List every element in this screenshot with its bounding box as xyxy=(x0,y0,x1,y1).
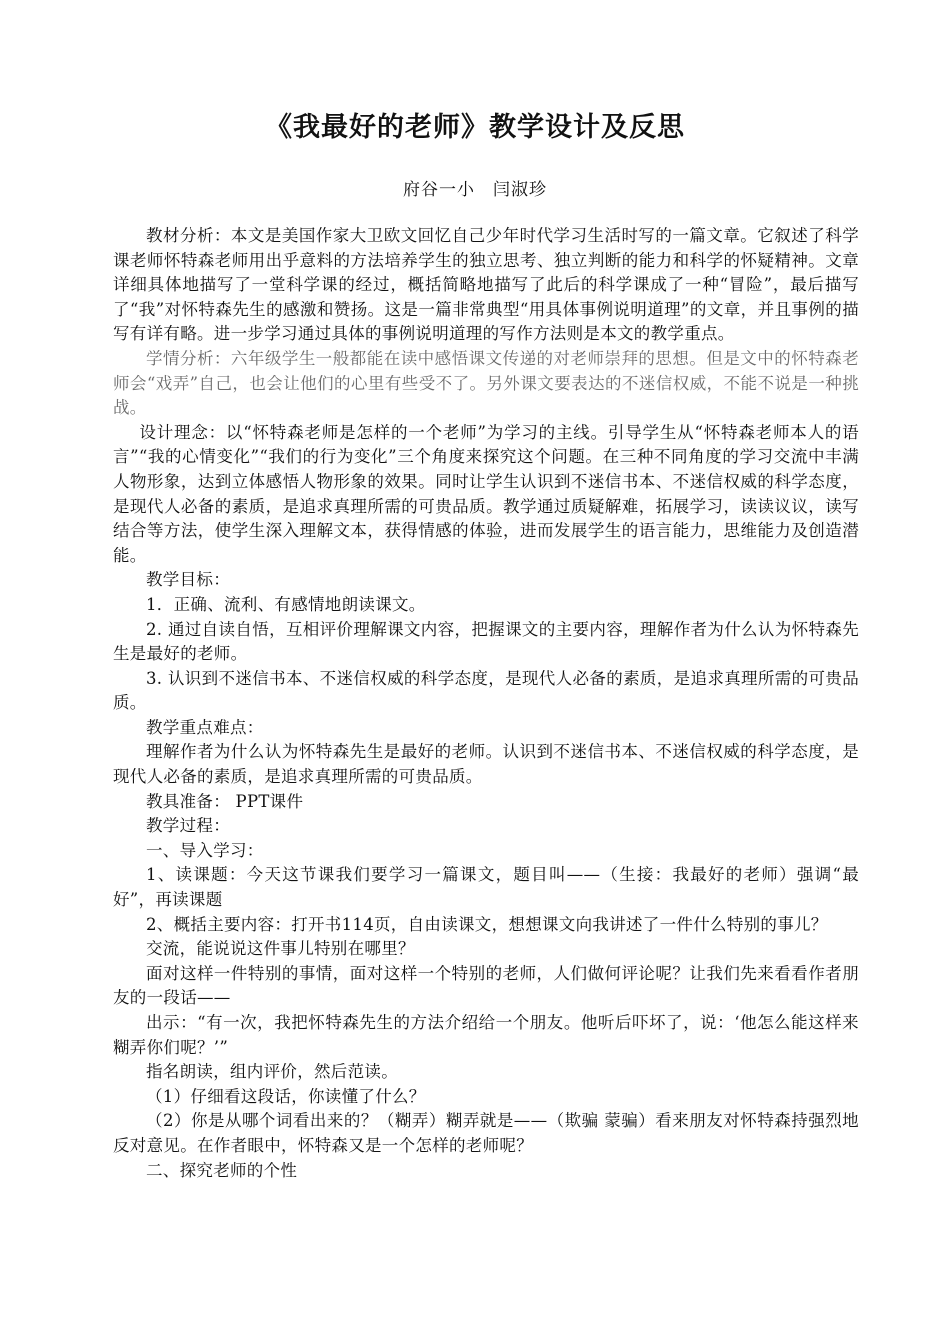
paragraph-show-quote: 出示：“有一次，我把怀特森先生的方法介绍给一个朋友。他听后吓坏了，说：‘他怎么能这样来糊弄你们呢？’” xyxy=(113,1013,859,1057)
goal-item-3: 3. 认识到不迷信书本、不迷信权威的科学态度，是现代人必备的素质，是追求真理所需的可贵品质。 xyxy=(113,668,859,713)
heading-section-1: 一、导入学习： xyxy=(146,840,264,860)
paragraph-reading: 指名朗读，组内评价，然后范读。 xyxy=(146,1062,398,1082)
paragraph-comment: 面对这样一件特别的事情，面对这样一个特别的老师，人们做何评论呢？让我们先来看看作者朋友的一段话—— xyxy=(113,963,859,1008)
question-2: （2）你是从哪个词看出来的？（糊弄）糊弄就是——（欺骗 蒙骗）看来朋友对怀特森持强烈地反对意见。在作者眼中，怀特森又是一个怎样的老师呢？ xyxy=(113,1111,859,1155)
paragraph-student-analysis: 学情分析：六年级学生一般都能在读中感悟课文传递的对老师崇拜的思想。但是文中的怀特森老师会“戏弄”自己，也会让他们的心里有些受不了。另外课文要表达的不迷信权威，不能不说是一种挑战。 xyxy=(113,348,859,418)
heading-teaching-process: 教学过程： xyxy=(146,816,230,836)
paragraph-discussion: 交流，能说说这件事儿特别在哪里？ xyxy=(146,939,415,959)
document-title: 《我最好的老师》教学设计及反思 xyxy=(265,112,685,143)
paragraph-design-concept: 设计理念：以“怀特森老师是怎样的一个老师”为学习的主线。引导学生从“怀特森老师本人的语言”“我的心情变化”“我们的行为变化”三个角度来探究这个问题。在三种不同角度的学习交流中丰满人物形象，达到立体感悟人物形象的效果。同时让学生认识到不迷信书本、不迷信权威的科学态度，是现代人必备的素质，是追求真理所需的可贵品质。教学通过质疑解难，拓展学习，读读议议，读写结合等方法，使学生深入理解文本，获得情感的体验，进而发展学生的语言能力，思维能力及创造潜能。 xyxy=(113,422,859,565)
paragraph-teaching-aids: 教具准备： PPT课件 xyxy=(146,791,304,811)
question-1: （1）仔细看这段话，你读懂了什么？ xyxy=(146,1086,426,1106)
step-summarize: 2、概括主要内容：打开书114页，自由读课文，想想课文向我讲述了一件什么特别的事儿？ xyxy=(146,914,828,934)
paragraph-key-points: 理解作者为什么认为怀特森先生是最好的老师。认识到不迷信书本、不迷信权威的科学态度，是现代人必备的素质，是追求真理所需的可贵品质。 xyxy=(113,742,859,787)
author-line xyxy=(0,175,950,200)
heading-section-2: 二、探究老师的个性 xyxy=(146,1160,298,1180)
goal-item-2: 2. 通过自读自悟，互相评价理解课文内容，把握课文的主要内容，理解作者为什么认为怀特森先生是最好的老师。 xyxy=(113,619,859,664)
author-name: 闫淑珍 xyxy=(493,180,547,200)
heading-teaching-goals: 教学目标： xyxy=(146,570,230,590)
step-read-title: 1、读课题：今天这节课我们要学习一篇课文，题目叫——（生接：我最好的老师）强调“最好”，再读课题 xyxy=(113,865,859,910)
paragraph-textbook-analysis: 教材分析：本文是美国作家大卫欧文回忆自己少年时代学习生活时写的一篇文章。它叙述了科学课老师怀特森老师用出乎意料的方法培养学生的独立思考、独立判断的能力和科学的怀疑精神。文章详细具体地描写了一堂科学课的经过，概括简略地描写了此后的科学课成了一种“冒险”，最后描写了“我”对怀特森先生的感激和赞扬。这是一篇非常典型“用具体事例说明道理”的文章，并且事例的描写有详有略。进一步学习通过具体的事例说明道理的写作方法则是本文的教学重点。 xyxy=(113,226,859,344)
heading-key-points: 教学重点难点： xyxy=(146,717,264,737)
document-body xyxy=(113,224,859,1183)
goal-item-1: 1．正确、流利、有感情地朗读课文。 xyxy=(146,594,426,614)
author-school: 府谷一小 xyxy=(403,180,475,200)
